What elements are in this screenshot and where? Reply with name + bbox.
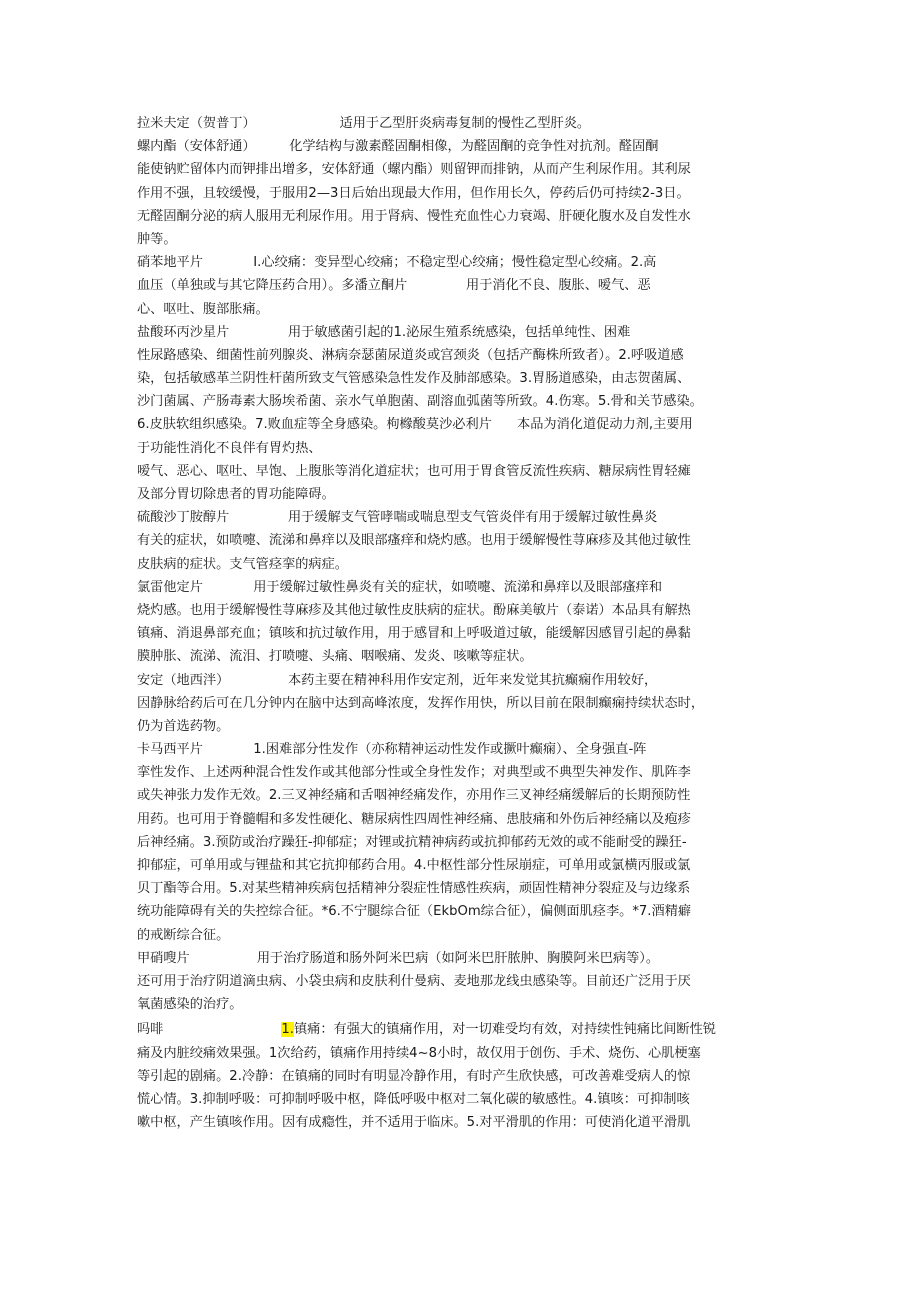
text-line: 的戒断综合征。 xyxy=(137,927,230,943)
text-line: 或失神张力发作无效。2.三叉神经痛和舌咽神经痛发作，亦用作三叉神经痛缓解后的长期预防性 xyxy=(137,788,691,804)
morphine-first-line-text: 镇痛：有强大的镇痛作用，对一切难受均有效，对持续性钝痛比间断性锐 xyxy=(293,1022,716,1038)
text-line: 卡马西平片 1.困难部分性发作（亦称精神运动性发作或撅叶癫痫）、全身强直-阵 xyxy=(137,742,647,758)
text-line: 能使钠贮留体内而钾排出增多，安体舒通（螺内酯）则留钾而排钠，从而产生利尿作用。其利尿 xyxy=(137,162,691,178)
text-line: 6.皮肤软组织感染。7.败血症等全身感染。枸橼酸莫沙必利片 本品为消化道促动力剂,主要用 xyxy=(137,417,693,433)
text-line: 硝苯地平片 I.心绞痛：变异型心绞痛；不稳定型心绞痛；慢性稳定型心绞痛。2.高 xyxy=(137,255,657,271)
text-line: 后神经痛。3.预防或治疗躁狂-抑郁症；对锂或抗精神病药或抗抑郁药无效的或不能耐受的躁狂- xyxy=(137,834,687,850)
text-line: 拉米夫定（贺普丁） 适用于乙型肝炎病毒复制的慢性乙型肝炎。 xyxy=(137,116,591,131)
drug-name-morphine: 吗啡 xyxy=(137,1022,164,1038)
text-line: 挛性发作、上述两种混合性发作或其他部分性或全身性发作；对典型或不典型失神发作、肌阵李 xyxy=(137,765,691,781)
text-line: 抑郁症，可单用或与锂盐和其它抗抑郁药合用。4.中枢性部分性尿崩症，可单用或氯横丙服或氯 xyxy=(137,858,691,873)
text-line: 贝丁酯等合用。5.对某些精神疾病包括精神分裂症性情感性疾病，顽固性精神分裂症及与边缘系 xyxy=(137,881,691,897)
text-line: 痛及内脏绞痛效果强。1次给药，镇痛作用持续4~8小时，故仅用于创伤、手术、烧伤、心肌梗塞 xyxy=(137,1045,701,1061)
text-line: 慌心情。3.抑制呼吸：可抑制呼吸中枢，降低呼吸中枢对二氧化碳的敏感性。4.镇咳：可抑制咳 xyxy=(137,1091,690,1107)
text-line: 烧灼感。也用于缓解慢性荨麻疹及其他过敏性皮肤病的症状。酚麻美敏片（泰诺）本品具有解热 xyxy=(137,602,691,618)
text-line: 染，包括敏感革兰阴性杆菌所致支气管感染急性发作及肺部感染。3.胃肠道感染，由志贺菌属、 xyxy=(137,371,691,387)
text-line: 性尿路感染、细菌性前列腺炎、淋病奈瑟菌尿道炎或宫颈炎（包括产酶株所致者）。2.呼吸道感 xyxy=(137,347,684,363)
text-line: 嗳气、恶心、呕吐、早饱、上腹胀等消化道症状；也可用于胃食管反流性疾病、糖尿病性胃轻瘫 xyxy=(137,463,691,479)
text-line: 心、呕吐、腹部胀痛。 xyxy=(137,301,269,317)
text-line: 膜肿胀、流涕、流泪、打喷嚏、头痛、咽喉痛、发炎、咳嗽等症状。 xyxy=(137,649,533,665)
text-line: 硫酸沙丁胺醇片 用于缓解支气管哮喘或喘息型支气管炎伴有用于缓解过敏性鼻炎 xyxy=(137,510,658,526)
text-line: 于功能性消化不良伴有胃灼热、 xyxy=(137,440,322,456)
text-line: 沙门菌属、产肠毒素大肠埃希菌、亲水气单胞菌、副溶血弧菌等所致。4.伤寒。5.骨和关节感染。 xyxy=(137,394,703,410)
text-line: 安定（地西泮） 本药主要在精神科用作安定剂，近年来发觉其抗癫痫作用较好， xyxy=(137,672,658,688)
text-line: 及部分胃切除患者的胃功能障碍。 xyxy=(137,487,335,502)
text-line: 等引起的剧痛。2.冷静：在镇痛的同时有明显冷静作用，有时产生欣快感，可改善难受病人的惊 xyxy=(137,1068,691,1084)
text-line: 甲硝嗖片 用于治疗肠道和肠外阿米巴病（如阿米巴肝脓肿、胸膜阿米巴病等）。 xyxy=(137,950,660,966)
text-line: 用药。也可用于脊髓帽和多发性硬化、糖尿病性四周性神经痛、患肢痛和外伤后神经痛以及疱疹 xyxy=(137,811,691,827)
text-line: 肿等。 xyxy=(137,231,177,247)
text-line: 仍为首选药物。 xyxy=(137,718,230,734)
text-line: 氯雷他定片 用于缓解过敏性鼻炎有关的症状，如喷嚏、流涕和鼻痒以及眼部瘙痒和 xyxy=(137,579,663,595)
text-line: 作用不强，且较缓慢，于服用2—3日后始出现最大作用，但作用长久，停药后仍可持续2-3日。 xyxy=(137,185,690,201)
highlighted-marker: 1. xyxy=(281,1022,294,1038)
text-line: 氧菌感染的治疗。 xyxy=(137,997,243,1013)
text-line: 因静脉给药后可在几分钟内在脑中达到高峰浓度，发挥作用快，所以目前在限制癫痫持续状态时， xyxy=(137,695,705,711)
text-line: 还可用于治疗阴道滴虫病、小袋虫病和皮肤利什曼病、麦地那龙线虫感染等。目前还广泛用于厌 xyxy=(137,973,691,989)
morphine-first-line xyxy=(137,1018,787,1041)
text-line: 盐酸环丙沙星片 用于敏感菌引起的1.泌尿生殖系统感染，包括单纯性、困难 xyxy=(137,324,631,340)
text-line: 有关的症状，如喷嚏、流涕和鼻痒以及眼部瘙痒和烧灼感。也用于缓解慢性荨麻疹及其他过敏性 xyxy=(137,533,691,549)
text-line: 血压（单独或与其它降压药合用）。多潘立酮片 用于消化不良、腹胀、嗳气、恶 xyxy=(137,278,651,294)
document-body xyxy=(137,112,787,1134)
text-line: 螺内酯（安体舒通） 化学结构与激素醛固酮相像，为醛固酮的竞争性对抗剂。醛固酮 xyxy=(137,139,659,155)
text-line: 统功能障碍有关的失控综合征。*6.不宁腿综合征（EkbOm综合征），偏侧面肌痉李。*7.酒精癖 xyxy=(137,904,692,920)
text-line: 镇痛、消退鼻部充血；镇咳和抗过敏作用，用于感冒和上呼吸道过敏，能缓解因感冒引起的鼻黏 xyxy=(137,626,691,642)
text-line: 无醛固酮分泌的病人服用无利尿作用。用于肾病、慢性充血性心力衰竭、肝硬化腹水及自发性水 xyxy=(137,208,691,224)
text-line: 嗽中枢，产生镇咳作用。因有成瘾性，并不适用于临床。5.对平滑肌的作用：可使消化道平滑肌 xyxy=(137,1115,691,1131)
text-line: 皮肤病的症状。支气管痉挛的病症。 xyxy=(137,556,348,572)
